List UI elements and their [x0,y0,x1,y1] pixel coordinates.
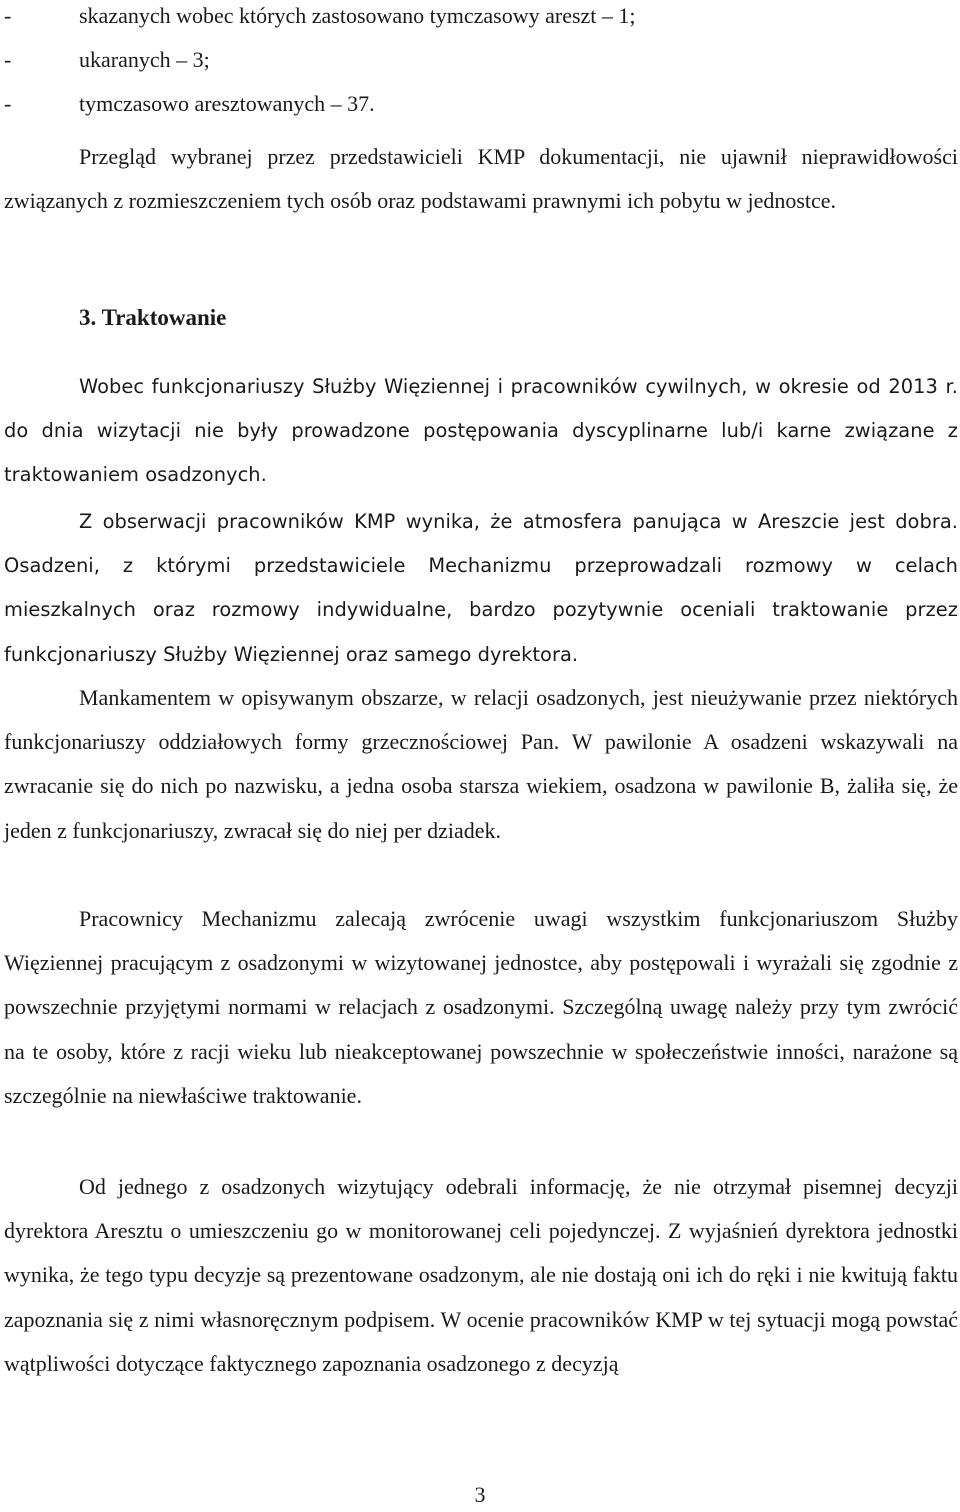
list-item-text: skazanych wobec których zastosowano tymczasowy areszt – 1; [79,3,636,28]
list-item-text: tymczasowo aresztowanych – 37. [79,91,375,116]
paragraph-forms-of-address: Mankamentem w opisywanym obszarze, w relacji osadzonych, jest nieużywanie przez niektórych funkcjonariuszy oddziałowych formy grzecznościowej Pan. W pawilonie A osadzeni wskazywali na zwracanie się do nich po nazwisku, a jedna osoba starsza wiekiem, osadzona w pawilonie B, żaliła się, że jeden z funkcjonariuszy, zwracał się do niej per dziadek. [4,685,958,843]
paragraph-recommendation: Pracownicy Mechanizmu zalecają zwrócenie uwagi wszystkim funkcjonariuszom Służby Więziennej pracującym z osadzonymi w wizytowanej jednostce, aby postępowali i wyrażali się zgodnie z powszechnie przyjętymi normami w relacjach z osadzonymi. Szczególną uwagę należy przy tym zwrócić na te osoby, które z racji wieku lub nieakceptowanej powszechnie w społeczeństwie inności, narażone są szczególnie na niewłaściwe traktowanie. [4,906,958,1108]
paragraph-atmosphere: Z obserwacji pracowników KMP wynika, że atmosfera panująca w Areszcie jest dobra. Osadzeni, z którymi przedstawiciele Mechanizmu przeprowadzali rozmowy w celach mieszkalnych oraz rozmowy indywidualne, bardzo pozytywnie oceniali traktowanie przez funkcjonariuszy Służby Więziennej oraz samego dyrektora. [4,510,958,666]
list-item [0,82,960,126]
list-item [0,38,960,82]
list-item [0,0,960,38]
list-dash: - [4,91,12,116]
bullet-list [0,0,960,126]
paragraph-documentation-review: Przegląd wybranej przez przedstawicieli KMP dokumentacji, nie ujawnił nieprawidłowości związanych z rozmieszczeniem tych osób oraz podstawami prawnymi ich pobytu w jednostce. [4,144,958,214]
paragraph-monitored-cell-decision: Od jednego z osadzonych wizytujący odebrali informację, że nie otrzymał pisemnej decyzji dyrektora Aresztu o umieszczeniu go w monitorowanej celi pojedynczej. Z wyjaśnień dyrektora jednostki wynika, że tego typu decyzje są prezentowane osadzonym, ale nie dostają oni ich do ręki i nie kwitują faktu zapoznania się z nimi własnoręcznym podpisem. W ocenie pracowników KMP w tej sytuacji mogą powstać wątpliwości dotyczące faktycznego zapoznania osadzonego z decyzją [4,1174,958,1376]
section-heading: 3. Traktowanie [79,305,227,330]
list-dash: - [4,3,12,28]
paragraph-disciplinary-proceedings: Wobec funkcjonariuszy Służby Więziennej i pracowników cywilnych, w okresie od 2013 r. do dnia wizytacji nie były prowadzone postępowania dyscyplinarne lub/i karne związane z traktowaniem osadzonych. [4,375,958,487]
list-item-text: ukaranych – 3; [79,47,210,72]
list-dash: - [4,47,12,72]
page-number: 3 [474,1482,486,1507]
